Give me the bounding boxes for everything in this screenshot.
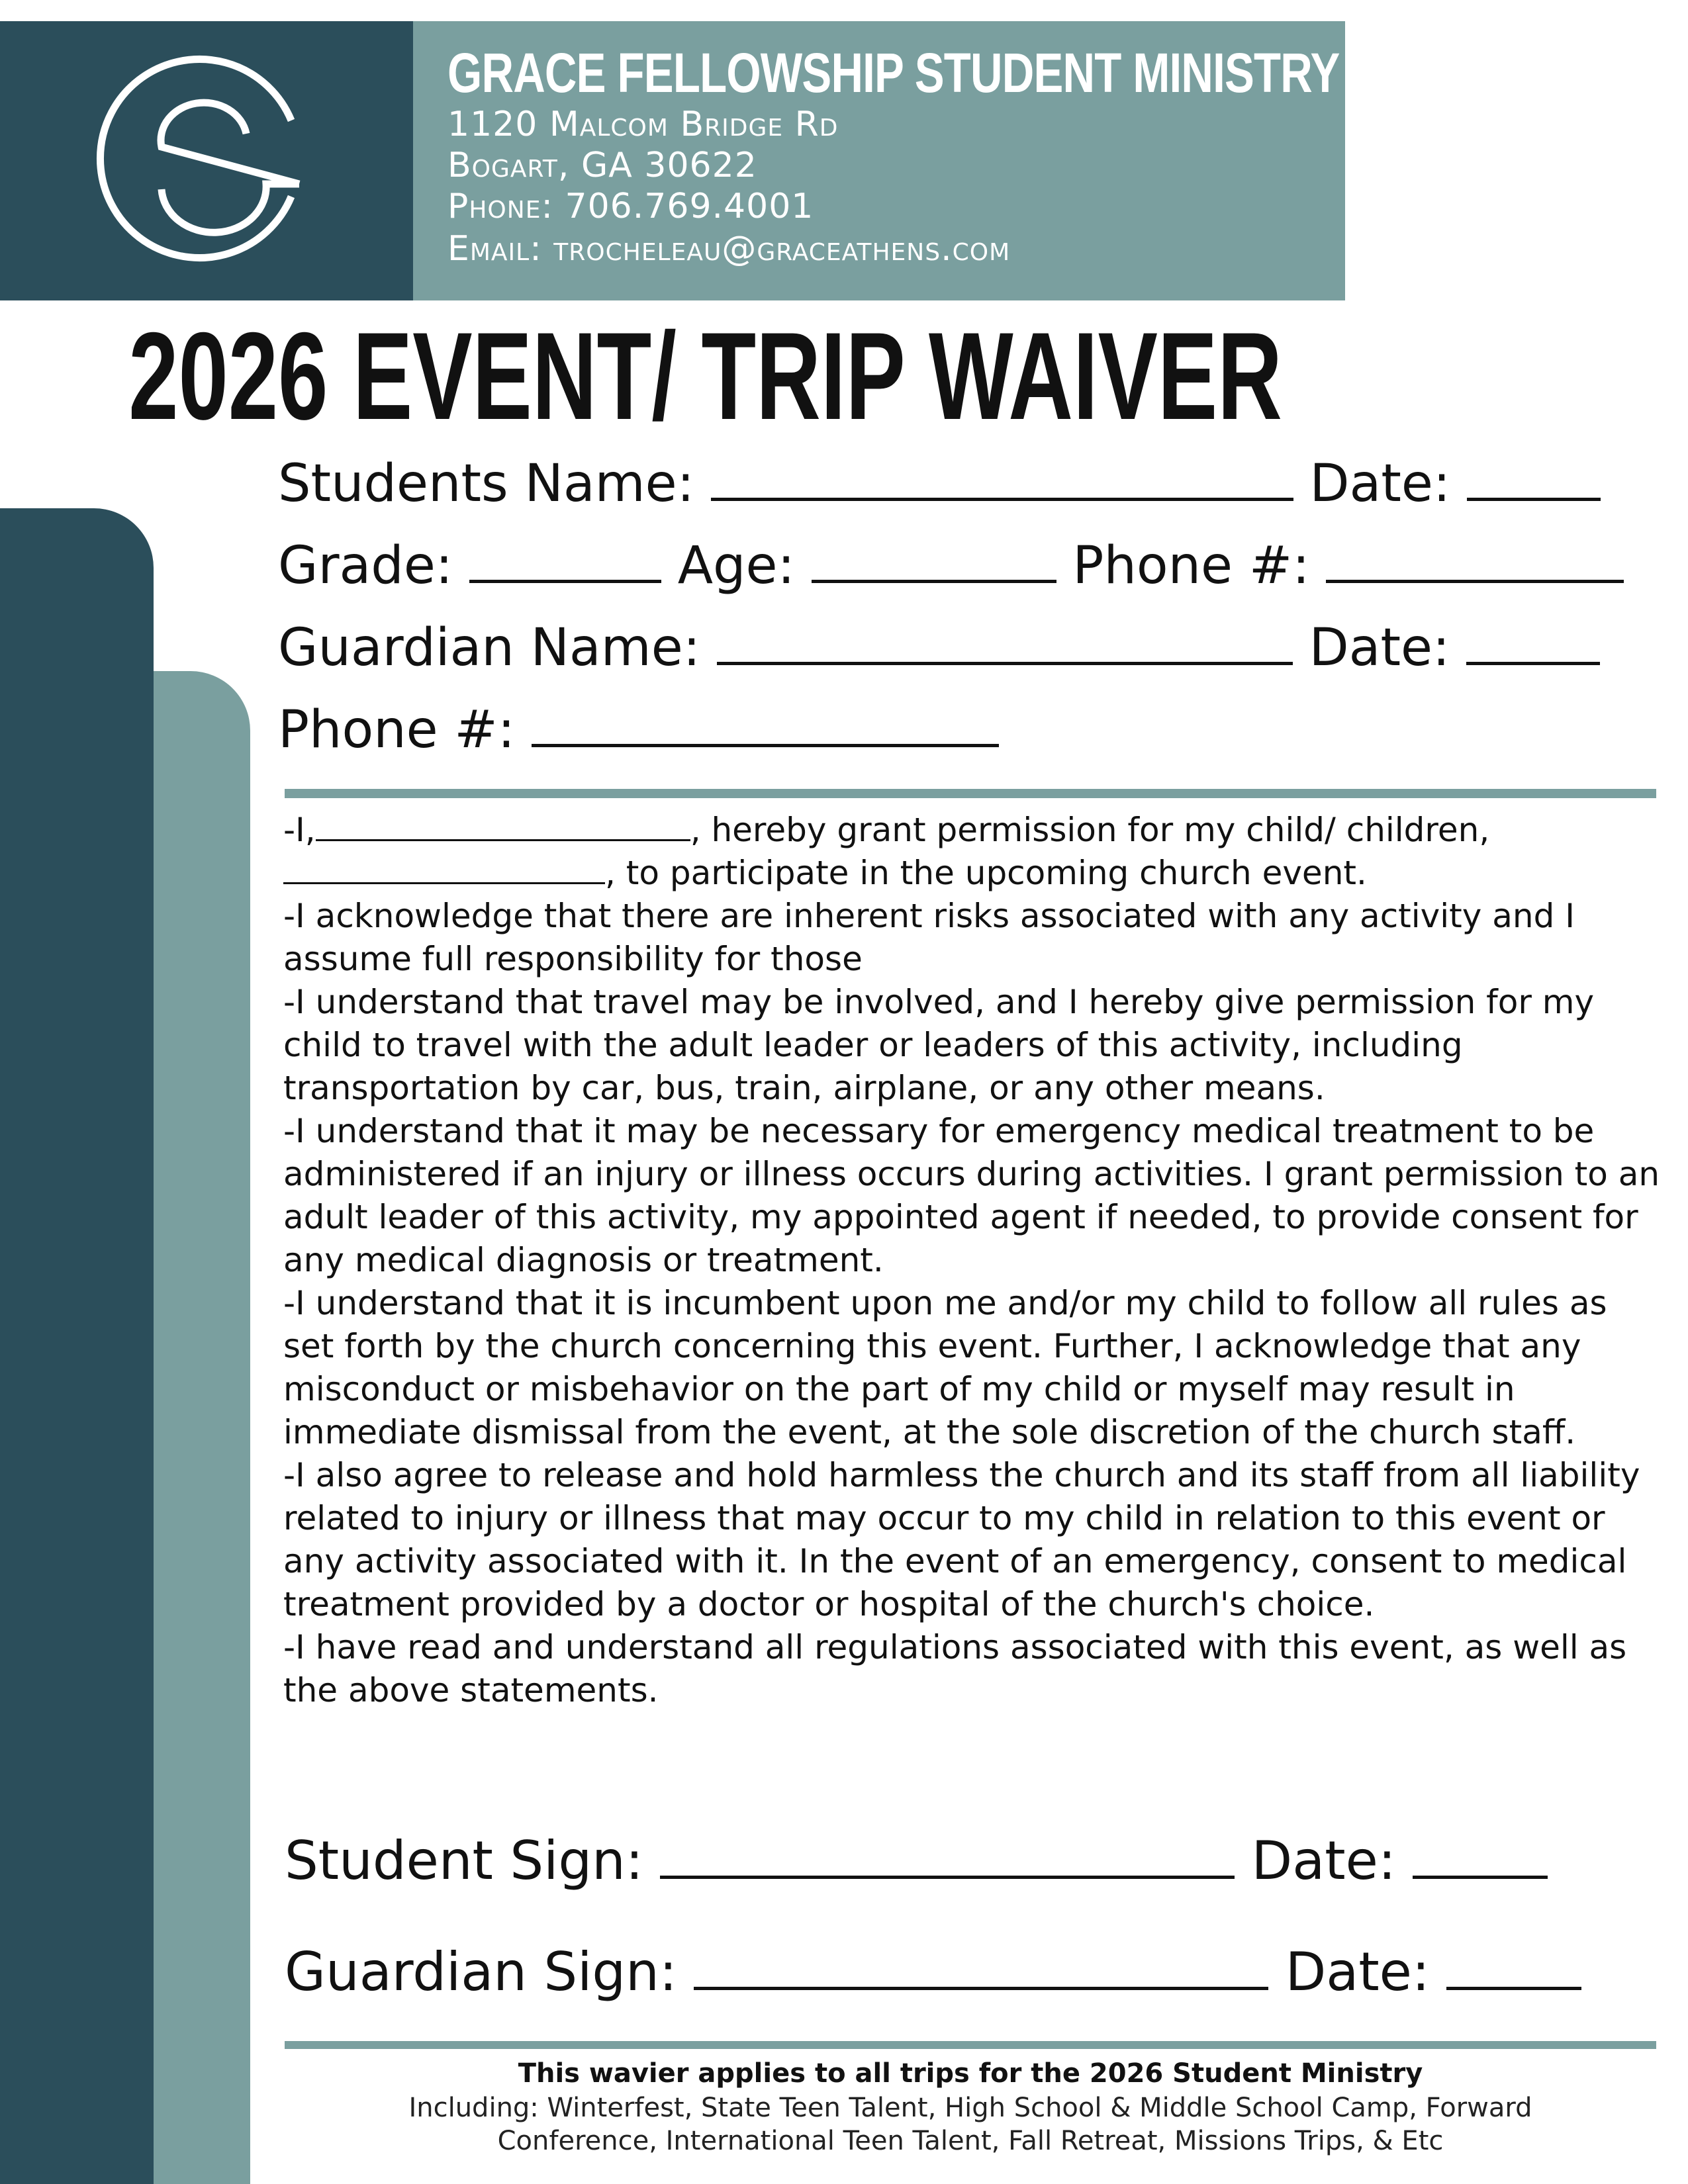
guardian-phone-row [278, 700, 999, 760]
phone-label: Phone #: [1072, 536, 1310, 596]
student-sign-date-field[interactable] [1413, 1835, 1548, 1879]
guardian-sign-row [285, 1941, 1581, 2003]
guardian-date-label: Date: [1309, 618, 1450, 678]
org-name: GRACE FELLOWSHIP STUDENT MINISTRY [447, 42, 1340, 104]
statement-acknowledge: -I have read and understand all regulations associated with this event, as well as the above statements. [283, 1628, 1627, 1709]
guardian-sign-label: Guardian Sign: [285, 1941, 677, 2003]
guardian-name-field[interactable] [717, 621, 1293, 665]
address-line-1: 1120 Malcom Bridge Rd [447, 105, 839, 144]
gs-monogram-icon [93, 48, 314, 269]
statement-risks: -I acknowledge that there are inherent risks associated with any activity and I assume full responsibility for those [283, 897, 1575, 978]
guardian-name-row [278, 618, 1600, 678]
guardian-phone-label: Phone #: [278, 700, 516, 760]
students-name-field[interactable] [711, 457, 1293, 501]
side-bar-dark [0, 508, 154, 2184]
statement-conduct: -I understand that it is incumbent upon me and/or my child to follow all rules as set forth by the church concerning this event. Further, I acknowledge that any misconduct or misbehavior on the part of my child or myself may result in immediate dismissal from the event, at the sole discretion of the church staff. [283, 1284, 1607, 1451]
guardian-name-label: Guardian Name: [278, 618, 700, 678]
footer-trips-line-1: Including: Winterfest, State Teen Talent, High School & Middle School Camp, Forward [408, 2093, 1532, 2123]
guardian-phone-field[interactable] [532, 703, 999, 747]
footer-trips-line-2: Conference, International Teen Talent, Fall Retreat, Missions Trips, & Etc [497, 2126, 1444, 2156]
date-label: Date: [1309, 454, 1451, 514]
address-line-2: Bogart, GA 30622 [447, 146, 757, 185]
guardian-date-field[interactable] [1466, 621, 1600, 665]
waiver-statements [283, 809, 1660, 1712]
statement-release: -I also agree to release and hold harmless the church and its staff from all liability related to injury or illness that may occur to my child in relation to this event or any activity associated with it. In the event of an emergency, consent to medical treatment provided by a doctor or hospital of the church's choice. [283, 1456, 1640, 1623]
guardian-sign-date-field[interactable] [1446, 1946, 1581, 1990]
student-sign-date-label: Date: [1251, 1830, 1396, 1891]
students-name-row [278, 454, 1601, 514]
email-line: Email: trocheleau@graceathens.com [447, 229, 1011, 269]
statement-travel: -I understand that travel may be involved, and I hereby give permission for my child to travel with the adult leader or leaders of this activity, including transportation by car, bus, train, airplane, or any other means. [283, 983, 1595, 1107]
students-name-label: Students Name: [278, 454, 694, 514]
parent-name-field[interactable] [316, 810, 690, 841]
students-date-field[interactable] [1467, 457, 1601, 501]
child-names-field[interactable] [283, 853, 605, 884]
statement-medical: -I understand that it may be necessary for emergency medical treatment to be administered if an injury or illness occurs during activities. I grant permission to an adult leader of this activity, my appointed agent if needed, to provide consent for any medical diagnosis or treatment. [283, 1112, 1660, 1279]
footer-note: This wavier applies to all trips for the 2026 Student Ministry [518, 2058, 1423, 2089]
statement-permission: -I, , hereby grant permission for my child/ children, , to participate in the upcoming church event. [283, 811, 1490, 892]
student-sign-label: Student Sign: [285, 1830, 643, 1891]
phone-line: Phone: 706.769.4001 [447, 187, 814, 226]
page-title: 2026 EVENT/ TRIP WAIVER [128, 306, 1282, 445]
age-field[interactable] [812, 539, 1056, 583]
student-phone-field[interactable] [1326, 539, 1624, 583]
guardian-sign-date-label: Date: [1285, 1941, 1430, 2003]
side-bar-light [154, 671, 250, 2184]
student-signature-field[interactable] [660, 1835, 1235, 1879]
student-sign-row [285, 1830, 1548, 1891]
guardian-signature-field[interactable] [694, 1946, 1268, 1990]
grade-label: Grade: [278, 536, 453, 596]
grade-age-phone-row [278, 536, 1624, 596]
grade-field[interactable] [469, 539, 661, 583]
divider-bottom [285, 2041, 1656, 2049]
age-label: Age: [677, 536, 795, 596]
divider-top [285, 789, 1656, 798]
